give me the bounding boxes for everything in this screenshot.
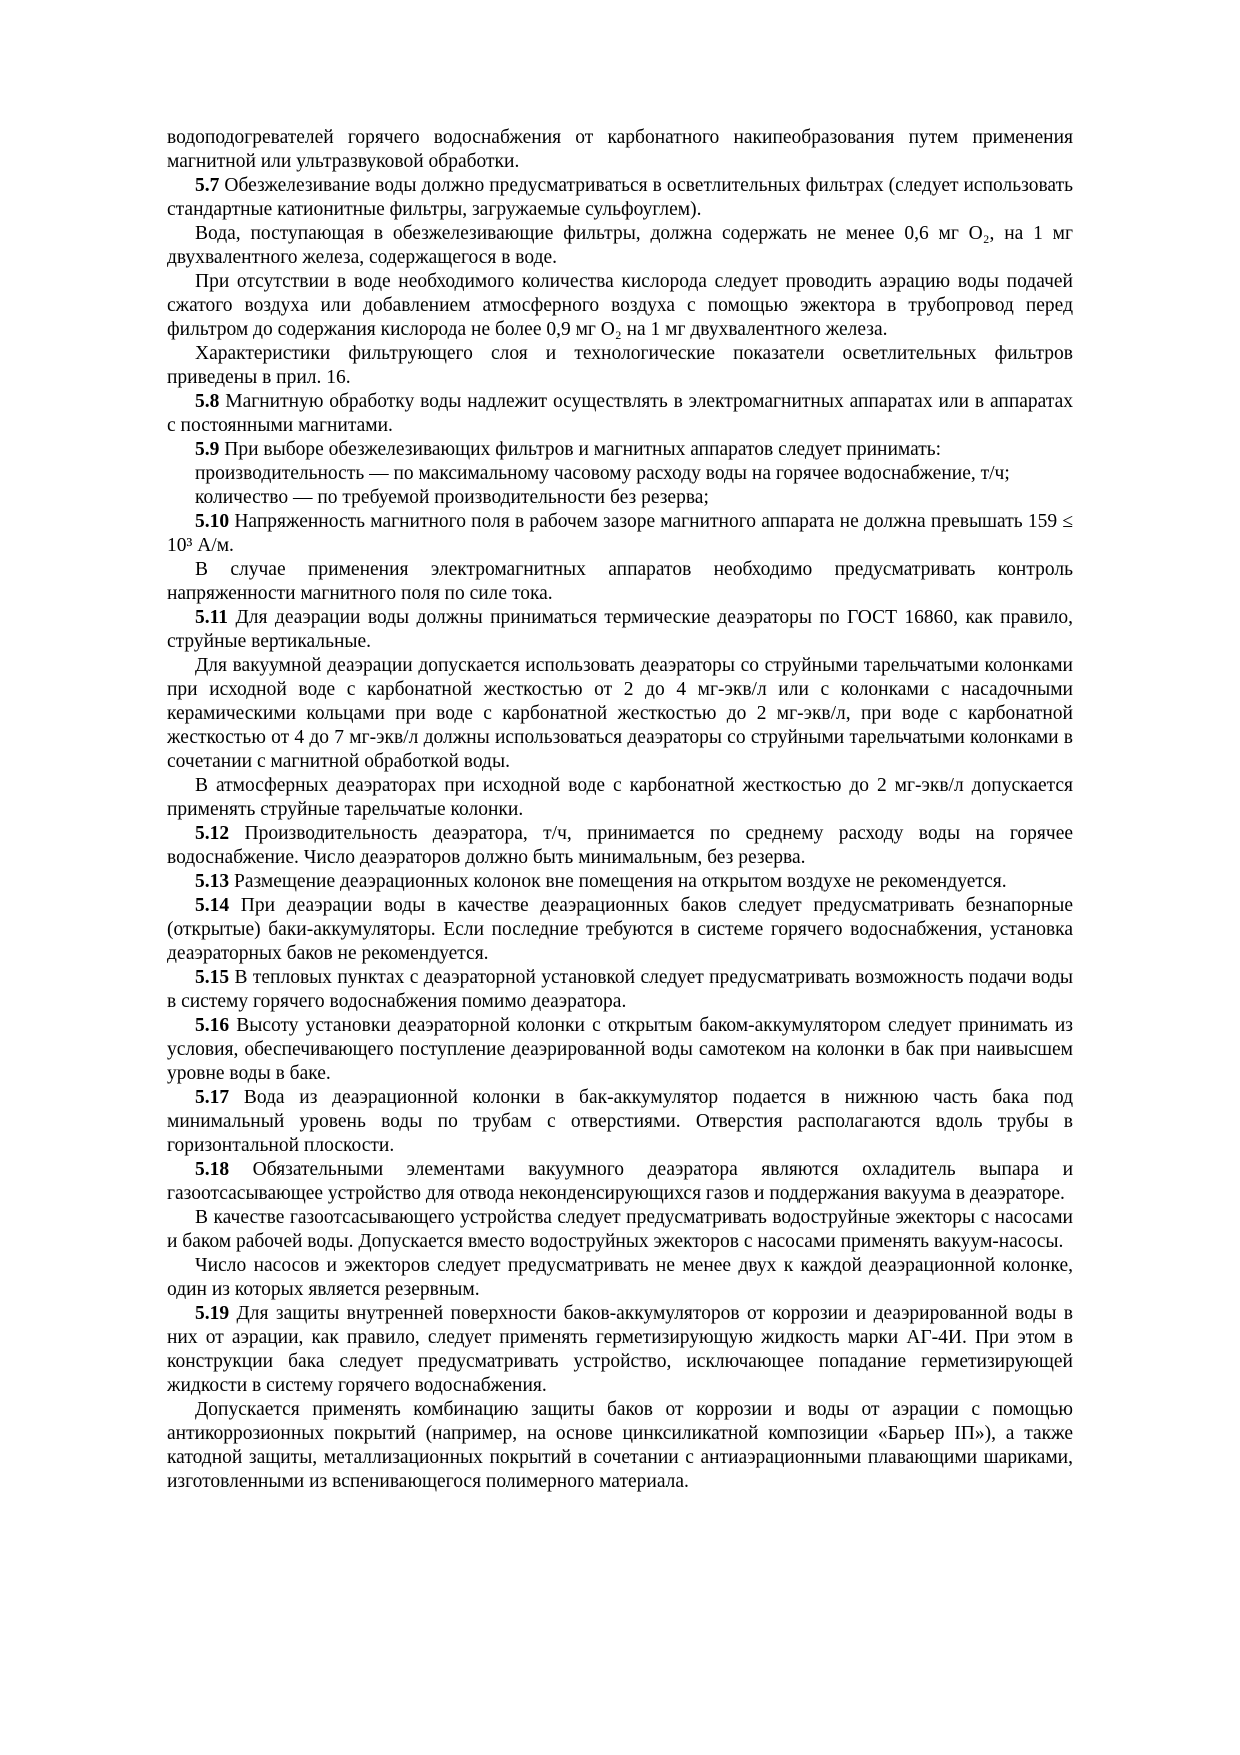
paragraph — [167, 174, 1073, 222]
paragraph — [167, 606, 1073, 654]
paragraph — [167, 462, 1073, 486]
paragraph-text: производительность — по максимальному часовому расходу воды на горячее водоснабжение, т/ч; — [195, 463, 1010, 484]
paragraph — [167, 390, 1073, 438]
paragraph — [167, 966, 1073, 1014]
clause-number: 5.15 — [195, 967, 230, 988]
paragraph — [167, 1014, 1073, 1086]
clause-number: 5.19 — [195, 1303, 230, 1324]
clause-number: 5.12 — [195, 823, 230, 844]
paragraph-text: В тепловых пунктах с деаэраторной установкой следует предусматривать возможность подачи воды в систему горячего водоснабжения помимо деаэратора. — [167, 967, 1073, 1012]
paragraph — [167, 126, 1073, 174]
paragraph-text: Для деаэрации воды должны приниматься термические деаэраторы по ГОСТ 16860, как правило, струйные вертикальные. — [167, 607, 1074, 652]
paragraph-text: количество — по требуемой производительности без резерва; — [195, 487, 709, 508]
paragraph-text: водоподогревателей горячего водоснабжения от карбонатного накипеобразования путем применения магнитной или ультразвуковой обработки. — [167, 127, 1073, 172]
paragraph-text: Характеристики фильтрующего слоя и технологические показатели осветлительных фильтров приведены в прил. 16. — [167, 343, 1073, 388]
paragraph-text: Для вакуумной деаэрации допускается использовать деаэраторы со струйными тарельчатыми колонками при исходной воде с карбонатной жесткостью от 2 до 4 мг-экв/л или с колонками с насадочными керамическими кольцами при воде с карбонатной жесткостью до 2 мг-экв/л, при воде с карбонатной жесткостью от 4 до 7 мг-экв/л должны использоваться деаэраторы со струйными тарельчатыми колонками в сочетании с магнитной обработкой воды. — [167, 655, 1073, 772]
clause-number: 5.14 — [195, 895, 230, 916]
clause-number: 5.11 — [195, 607, 229, 628]
paragraph-text: Высоту установки деаэраторной колонки с открытым баком-аккумулятором следует принимать из условия, обеспечивающего поступление деаэрированной воды самотеком на колонки в бак при наивысшем уровне воды в баке. — [167, 1015, 1073, 1084]
paragraph-text: Размещение деаэрационных колонок вне помещения на открытом воздухе не рекомендуется. — [234, 871, 1007, 892]
paragraph-text: Производительность деаэратора, т/ч, принимается по среднему расходу воды на горячее водоснабжение. Число деаэраторов должно быть минимальным, без резерва. — [167, 823, 1073, 868]
paragraph — [167, 1302, 1073, 1398]
clause-number: 5.16 — [195, 1015, 230, 1036]
clause-number: 5.18 — [195, 1159, 230, 1180]
paragraph — [167, 270, 1073, 342]
paragraph — [167, 486, 1073, 510]
paragraph-text: В атмосферных деаэраторах при исходной воде с карбонатной жесткостью до 2 мг-экв/л допускается применять струйные тарельчатые колонки. — [167, 775, 1073, 820]
clause-number: 5.13 — [195, 871, 230, 892]
paragraph — [167, 342, 1073, 390]
clause-number: 5.7 — [195, 175, 220, 196]
clause-number: 5.10 — [195, 511, 230, 532]
paragraph — [167, 510, 1073, 558]
clause-number: 5.17 — [195, 1087, 230, 1108]
paragraph — [167, 1086, 1073, 1158]
paragraph-text: Вода, поступающая в обезжелезивающие фильтры, должна содержать не менее 0,6 мг О₂, на 1 мг двухвалентного железа, содержащегося в воде. — [167, 223, 1073, 268]
paragraph — [167, 222, 1073, 270]
paragraph-text: При выборе обезжелезивающих фильтров и магнитных аппаратов следует принимать: — [224, 439, 942, 460]
clause-number: 5.9 — [195, 439, 220, 460]
paragraph-text: Для защиты внутренней поверхности баков-аккумуляторов от коррозии и деаэрированной воды в них от аэрации, как правило, следует применять герметизирующую жидкость марки АГ-4И. При этом в конструкции бака следует предусматривать устройство, исключающее попадание герметизирующей жидкости в систему горячего водоснабжения. — [167, 1303, 1074, 1396]
paragraph — [167, 774, 1073, 822]
paragraph — [167, 1398, 1073, 1494]
paragraph — [167, 1206, 1073, 1254]
paragraph-text: Магнитную обработку воды надлежит осуществлять в электромагнитных аппаратах или в аппаратах с постоянными магнитами. — [167, 391, 1073, 436]
paragraph-text: Вода из деаэрационной колонки в бак-аккумулятор подается в нижнюю часть бака под минимальный уровень воды по трубам с отверстиями. Отверстия располагаются вдоль трубы в горизонтальной плоскости. — [167, 1087, 1073, 1156]
paragraph — [167, 654, 1073, 774]
paragraph — [167, 870, 1073, 894]
text-column — [167, 126, 1073, 1494]
paragraph-text: Обезжелезивание воды должно предусматриваться в осветлительных фильтрах (следует использовать стандартные катионитные фильтры, загружаемые сульфоуглем). — [167, 175, 1073, 220]
paragraph — [167, 822, 1073, 870]
paragraph-text: В качестве газоотсасывающего устройства следует предусматривать водоструйные эжекторы с насосами и баком рабочей воды. Допускается вместо водоструйных эжекторов с насосами применять вакуум-насосы. — [167, 1207, 1073, 1252]
paragraph-text: Допускается применять комбинацию защиты баков от коррозии и воды от аэрации с помощью антикоррозионных покрытий (например, на основе цинксиликатной композиции «Барьер IП»), а также катодной защиты, металлизационных покрытий в сочетании с антиаэрационными плавающими шариками, изготовленными из вспенивающегося полимерного материала. — [167, 1399, 1073, 1492]
paragraph-text: Напряженность магнитного поля в рабочем зазоре магнитного аппарата не должна превышать 159 ≤ 10³ А/м. — [167, 511, 1073, 556]
paragraph-text: При отсутствии в воде необходимого количества кислорода следует проводить аэрацию воды подачей сжатого воздуха или добавлением атмосферного воздуха с помощью эжектора в трубопровод перед фильтром до содержания кислорода не более 0,9 мг О₂ на 1 мг двухвалентного железа. — [167, 271, 1073, 340]
paragraph — [167, 558, 1073, 606]
paragraph — [167, 1158, 1073, 1206]
paragraph — [167, 438, 1073, 462]
clause-number: 5.8 — [195, 391, 220, 412]
paragraph — [167, 894, 1073, 966]
paragraph-text: В случае применения электромагнитных аппаратов необходимо предусматривать контроль напряженности магнитного поля по силе тока. — [167, 559, 1073, 604]
paragraph — [167, 1254, 1073, 1302]
paragraph-text: Обязательными элементами вакуумного деаэратора являются охладитель выпара и газоотсасывающее устройство для отвода неконденсирующихся газов и поддержания вакуума в деаэраторе. — [167, 1159, 1074, 1204]
paragraph-text: При деаэрации воды в качестве деаэрационных баков следует предусматривать безнапорные (открытые) баки-аккумуляторы. Если последние требуются в системе горячего водоснабжения, установка деаэраторных баков не рекомендуется. — [167, 895, 1073, 964]
paragraph-text: Число насосов и эжекторов следует предусматривать не менее двух к каждой деаэрационной колонке, один из которых является резервным. — [167, 1255, 1073, 1300]
